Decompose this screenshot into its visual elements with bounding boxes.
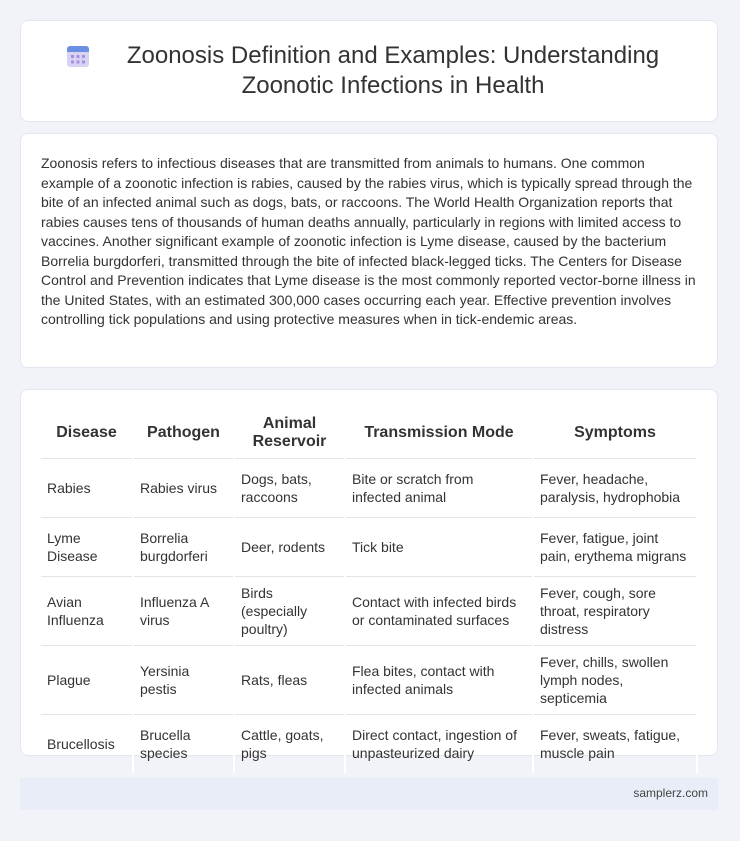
cell-symptoms: Fever, chills, swollen lymph nodes, septicemia bbox=[533, 645, 697, 714]
cell-symptoms: Fever, cough, sore throat, respiratory distress bbox=[533, 576, 697, 645]
cell-transmission: Direct contact, ingestion of unpasteurized dairy bbox=[345, 714, 533, 773]
header-symptoms: Symptoms bbox=[533, 408, 697, 458]
table-row bbox=[41, 645, 697, 714]
cell-symptoms: Fever, sweats, fatigue, muscle pain bbox=[533, 714, 697, 773]
table-row bbox=[41, 576, 697, 645]
page-title: Zoonosis Definition and Examples: Understanding Zoonotic Infections in Health bbox=[126, 42, 660, 99]
table-card bbox=[20, 389, 718, 761]
cell-reservoir: Rats, fleas bbox=[234, 645, 345, 714]
cell-reservoir: Deer, rodents bbox=[234, 517, 345, 576]
cell-pathogen: Yersinia pestis bbox=[133, 645, 234, 714]
cell-pathogen: Borrelia burgdorferi bbox=[133, 517, 234, 576]
cell-pathogen: Brucella species bbox=[133, 714, 234, 773]
table-row bbox=[41, 517, 697, 576]
zoonosis-table bbox=[41, 408, 698, 773]
cell-disease: Rabies bbox=[41, 458, 133, 517]
cell-disease: Plague bbox=[41, 645, 133, 714]
footer-bar bbox=[20, 778, 718, 810]
table-row bbox=[41, 714, 697, 773]
cell-reservoir: Cattle, goats, pigs bbox=[234, 714, 345, 773]
cell-pathogen: Rabies virus bbox=[133, 458, 234, 517]
title-card bbox=[20, 20, 718, 122]
header-pathogen: Pathogen bbox=[133, 408, 234, 458]
cell-reservoir: Birds (especially poultry) bbox=[234, 576, 345, 645]
cell-reservoir: Dogs, bats, raccoons bbox=[234, 458, 345, 517]
cell-disease: Brucellosis bbox=[41, 714, 133, 773]
title-wrap bbox=[65, 41, 673, 101]
intro-paragraph: Zoonosis refers to infectious diseases that are transmitted from animals to humans. One common example of a zoonotic infection is rabies, caused by the rabies virus, which is typically spread through the bite of an infected animal such as dogs, bats, or raccoons. The World Health Organization reports that rabies causes tens of thousands of human deaths annually, particularly in regions with limited access to vaccines. Another significant example of zoonotic infection is Lyme disease, caused by the bacterium Borrelia burgdorferi, transmitted through the bite of infected black-legged ticks. The Centers for Disease Control and Prevention indicates that Lyme disease is the most commonly reported vector-borne illness in the United States, with an estimated 300,000 cases occurring each year. Effective prevention involves controlling tick populations and using protective measures when in tick-endemic areas. bbox=[41, 155, 696, 327]
cell-disease: Lyme Disease bbox=[41, 517, 133, 576]
cell-transmission: Bite or scratch from infected animal bbox=[345, 458, 533, 517]
cell-transmission: Tick bite bbox=[345, 517, 533, 576]
table-header-row bbox=[41, 408, 697, 458]
cell-symptoms: Fever, fatigue, joint pain, erythema migrans bbox=[533, 517, 697, 576]
cell-transmission: Contact with infected birds or contaminated surfaces bbox=[345, 576, 533, 645]
cell-disease: Avian Influenza bbox=[41, 576, 133, 645]
table-row bbox=[41, 458, 697, 517]
header-animal-reservoir: Animal Reservoir bbox=[234, 408, 345, 458]
calendar-icon bbox=[65, 43, 91, 69]
cell-pathogen: Influenza A virus bbox=[133, 576, 234, 645]
intro-card bbox=[20, 133, 718, 368]
cell-symptoms: Fever, headache, paralysis, hydrophobia bbox=[533, 458, 697, 517]
header-transmission-mode: Transmission Mode bbox=[345, 408, 533, 458]
cell-transmission: Flea bites, contact with infected animals bbox=[345, 645, 533, 714]
header-disease: Disease bbox=[41, 408, 133, 458]
footer-site-link[interactable]: samplerz.com bbox=[633, 786, 708, 800]
